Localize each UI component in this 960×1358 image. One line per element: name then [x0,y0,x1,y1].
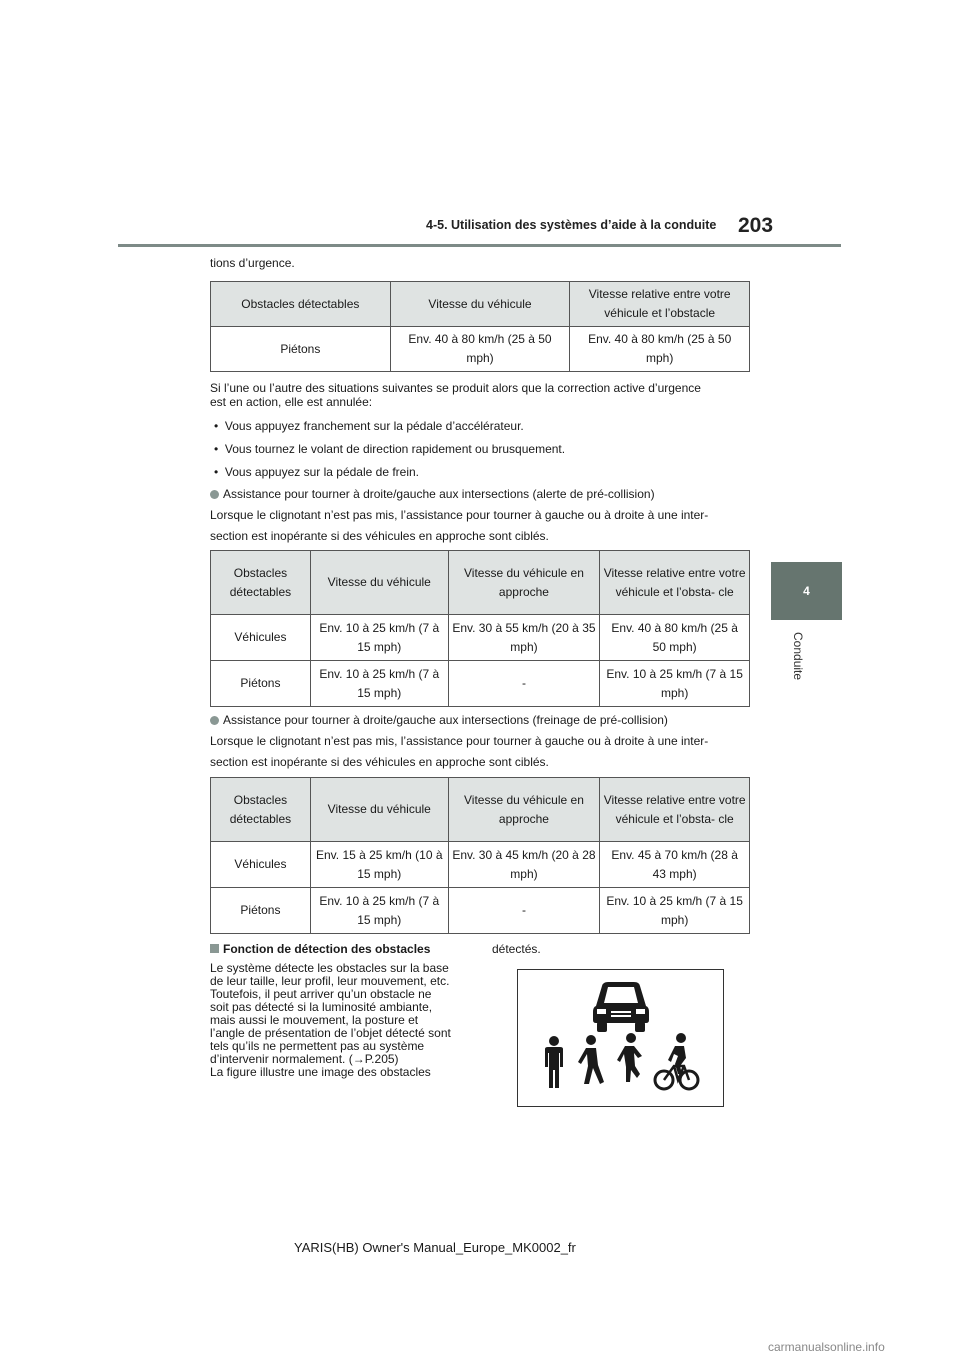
section-heading-braking [210,713,668,728]
detection-line: de leur taille, leur profil, leur mouvement, etc. [210,974,450,988]
table-cell: Env. 10 à 25 km/h (7 à 15 mph) [600,888,750,934]
table-cell: Piétons [211,888,311,934]
detection-line: La figure illustre une image des obstacles [210,1065,431,1079]
detection-line: l’angle de présentation de l’objet détecté sont [210,1026,451,1040]
section-heading-text: Assistance pour tourner à droite/gauche aux intersections (alerte de pré-collision) [223,487,655,501]
table-cell: Env. 40 à 80 km/h (25 à 50 mph) [390,327,570,372]
standing-pedestrian-icon [545,1036,563,1088]
footer-watermark: carmanualsonline.info [768,1340,885,1354]
section-body-line: Lorsque le clignotant n’est pas mis, l’assistance pour tourner à gauche ou à droite à une inter- [210,508,709,522]
header-section-title: 4-5. Utilisation des systèmes d’aide à la conduite [426,218,717,232]
running-pedestrian-icon [617,1033,642,1082]
page-number: 203 [738,214,774,237]
header-cell: Vitesse relative entre votre véhicule et l’obsta- cle [600,551,750,615]
list-item-text: Vous appuyez sur la pédale de frein. [224,465,420,479]
detection-line: d’intervenir normalement. (→P.205) [210,1052,399,1066]
list-item-text: Vous appuyez franchement sur la pédale d’accélérateur. [224,419,524,433]
header-cell: Vitesse relative entre votre véhicule et l’obstacle [570,282,750,327]
detection-line: tels qu’ils ne permettent pas au système [210,1039,425,1053]
section-body-line: section est inopérante si des véhicules en approche sont ciblés. [210,755,549,769]
table-cell: Véhicules [211,615,311,661]
table-row [211,661,750,707]
detection-body [210,962,472,1079]
list-item-text: Vous tournez le volant de direction rapidement ou brusquement. [224,442,566,456]
header-cell: Obstacles détectables [211,551,311,615]
square-bullet-icon [210,944,219,953]
detection-heading-text: Fonction de détection des obstacles [223,942,431,956]
table-cell: Env. 30 à 55 km/h (20 à 35 mph) [448,615,600,661]
table-emergency-steering [210,281,750,372]
section-heading-text: Assistance pour tourner à droite/gauche aux intersections (freinage de pré-collision) [223,713,668,727]
table-header-row [211,282,750,327]
round-bullet-icon [210,716,219,725]
table-cell: Env. 10 à 25 km/h (7 à 15 mph) [600,661,750,707]
table-header-row [211,778,750,842]
intro-line: tions d’urgence. [210,256,295,270]
list-item: • Vous tournez le volant de direction rapidement ou brusquement. [214,442,566,456]
header-cell: Vitesse du véhicule en approche [448,778,600,842]
table-cell: Env. 10 à 25 km/h (7 à 15 mph) [310,661,448,707]
table-row [211,888,750,934]
table-turn-assist-braking [210,777,750,934]
round-bullet-icon [210,490,219,499]
table-cell: Piétons [211,327,391,372]
table-cell: - [448,888,600,934]
table-cell: Env. 30 à 45 km/h (20 à 28 mph) [448,842,600,888]
section-body-line: Lorsque le clignotant n’est pas mis, l’assistance pour tourner à gauche ou à droite à une inter- [210,734,709,748]
detection-continuation: détectés. [492,942,541,956]
header-cell: Obstacles détectables [211,778,311,842]
table-row [211,615,750,661]
table-cell: Env. 45 à 70 km/h (28 à 43 mph) [600,842,750,888]
header-rule [118,244,841,247]
list-item: • Vous appuyez franchement sur la pédale d’accélérateur. [214,419,524,433]
walking-pedestrian-icon [578,1035,604,1084]
table-header-row [211,551,750,615]
table-cell: Véhicules [211,842,311,888]
detected-obstacles-figure [517,969,724,1107]
chapter-number: 4 [803,584,810,598]
table-row [211,842,750,888]
list-item: • Vous appuyez sur la pédale de frein. [214,465,420,479]
footer-manual-title: YARIS(HB) Owner's Manual_Europe_MK0002_fr [294,1240,576,1255]
table-cell: - [448,661,600,707]
cancel-paragraph-line: est en action, elle est annulée: [210,395,373,409]
table-turn-assist-alert [210,550,750,707]
obstacles-illustration [518,970,723,1106]
section-body-line: section est inopérante si des véhicules en approche sont ciblés. [210,529,549,543]
table-cell: Env. 15 à 25 km/h (10 à 15 mph) [310,842,448,888]
detection-line: mais aussi le mouvement, la posture et [210,1013,419,1027]
table-cell: Env. 40 à 80 km/h (25 à 50 mph) [600,615,750,661]
header-cell: Vitesse du véhicule [390,282,570,327]
header-cell: Vitesse du véhicule [310,551,448,615]
table-cell: Piétons [211,661,311,707]
header-cell: Obstacles détectables [211,282,391,327]
header-cell: Vitesse relative entre votre véhicule et l’obsta- cle [600,778,750,842]
header-cell: Vitesse du véhicule en approche [448,551,600,615]
chapter-label: Conduite [791,632,805,681]
table-cell: Env. 10 à 25 km/h (7 à 15 mph) [310,888,448,934]
table-row [211,327,750,372]
header-cell: Vitesse du véhicule [310,778,448,842]
chapter-tab [771,562,842,620]
detection-line: Toutefois, il peut arriver qu’un obstacle ne [210,987,432,1001]
car-icon [593,982,649,1032]
cyclist-icon [655,1033,698,1089]
detection-line: Le système détecte les obstacles sur la base [210,961,449,975]
cancel-paragraph-line: Si l’une ou l’autre des situations suivantes se produit alors que la correction active d’urgence [210,381,701,395]
detection-heading [210,942,430,957]
detection-line: soit pas détecté si la luminosité ambiante, [210,1000,433,1014]
table-cell: Env. 10 à 25 km/h (7 à 15 mph) [310,615,448,661]
table-cell: Env. 40 à 80 km/h (25 à 50 mph) [570,327,750,372]
section-heading-alert [210,487,655,502]
